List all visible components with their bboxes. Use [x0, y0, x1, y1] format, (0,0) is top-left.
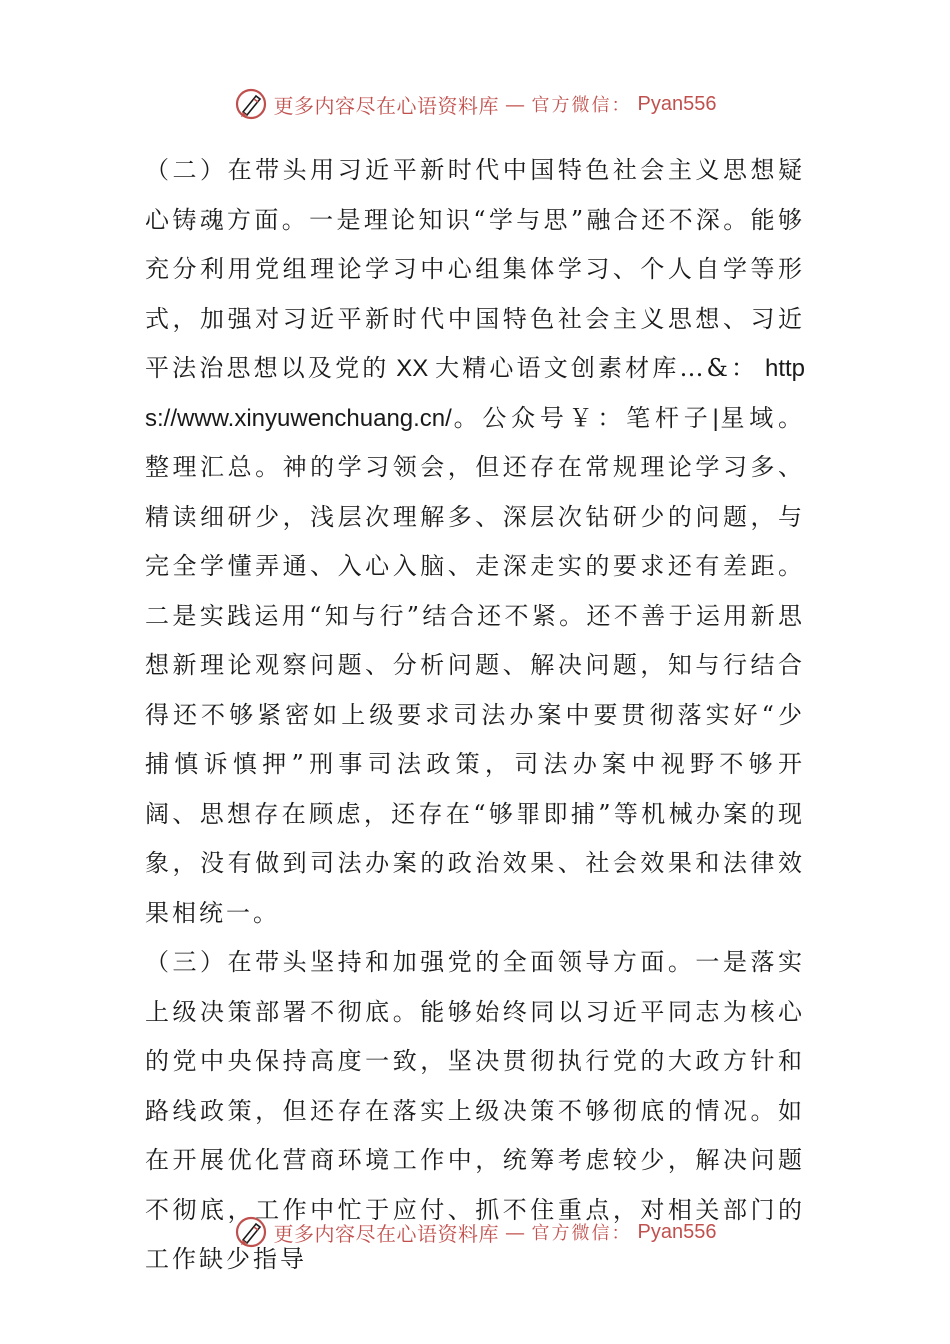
watermark-wechat-id: Pyan556	[637, 92, 717, 115]
watermark-separator: —	[505, 92, 526, 116]
watermark-brand: 更多内容尽在心语资料库	[273, 1221, 500, 1246]
pen-logo-icon	[234, 1215, 268, 1249]
watermark-wechat-label: 官方微信：	[531, 1223, 632, 1244]
watermark-wechat-label: 官方微信：	[531, 95, 632, 116]
paragraph-2-latin-a: XX	[389, 355, 436, 382]
paragraph-2-text-c: 。公众号￥：笔杆子	[451, 403, 713, 432]
paragraph-2-text-a: （二）在带头用习近平新时代中国特色社会主义思想疑心铸魂方面。一是理论知识“学与思”融合还不深。能够充分利用党组理论学习中心组集体学习、个人自学等形式，加强对习近平新时代中国特色社会主义思想、习近平法治思想以及党的	[145, 156, 805, 382]
watermark-separator: —	[505, 1220, 526, 1244]
paragraph-2	[145, 146, 805, 938]
document-body	[145, 146, 805, 1285]
website-url: https://www.xinyuwenchuang.cn/	[145, 355, 806, 432]
header-watermark	[0, 84, 950, 124]
paragraph-2-text-d: 星域。整理汇总。神的学习领会，但还存在常规理论学习多、精读细研少，浅层次理解多、深层次钻研少的问题，与完全学懂弄通、入心入脑、走深走实的要求还有差距。二是实践运用“知与行”结合还不紧。还不善于运用新思想新理论观察问题、分析问题、解决问题，知与行结合得还不够紧密如上级要求司法办案中要贯彻落实好“少捕慎诉慎押”刑事司法政策，司法办案中视野不够开阔、思想存在顾虑，还存在“够罪即捕”等机械办案的现象，没有做到司法办案的政治效果、社会效果和法律效果相统一。	[145, 403, 806, 927]
paragraph-2-text-b: 大精心语文创素材库…&：	[435, 354, 759, 382]
watermark-brand: 更多内容尽在心语资料库	[273, 93, 500, 118]
footer-watermark	[0, 1212, 950, 1252]
paragraph-3: （三）在带头坚持和加强党的全面领导方面。一是落实上级决策部署不彻底。能够始终同以习近平同志为核心的党中央保持高度一致，坚决贯彻执行党的大政方针和路线政策，但还存在落实上级决策不够彻底的情况。如在开展优化营商环境工作中，统筹考虑较少，解决问题不彻底，工作中忙于应付、抓不住重点，对相关部门的工作缺少指导	[145, 948, 805, 1273]
pen-logo-icon	[234, 87, 268, 121]
watermark-wechat-id: Pyan556	[637, 1220, 717, 1243]
paragraph-2-latin-c: |	[712, 404, 719, 432]
